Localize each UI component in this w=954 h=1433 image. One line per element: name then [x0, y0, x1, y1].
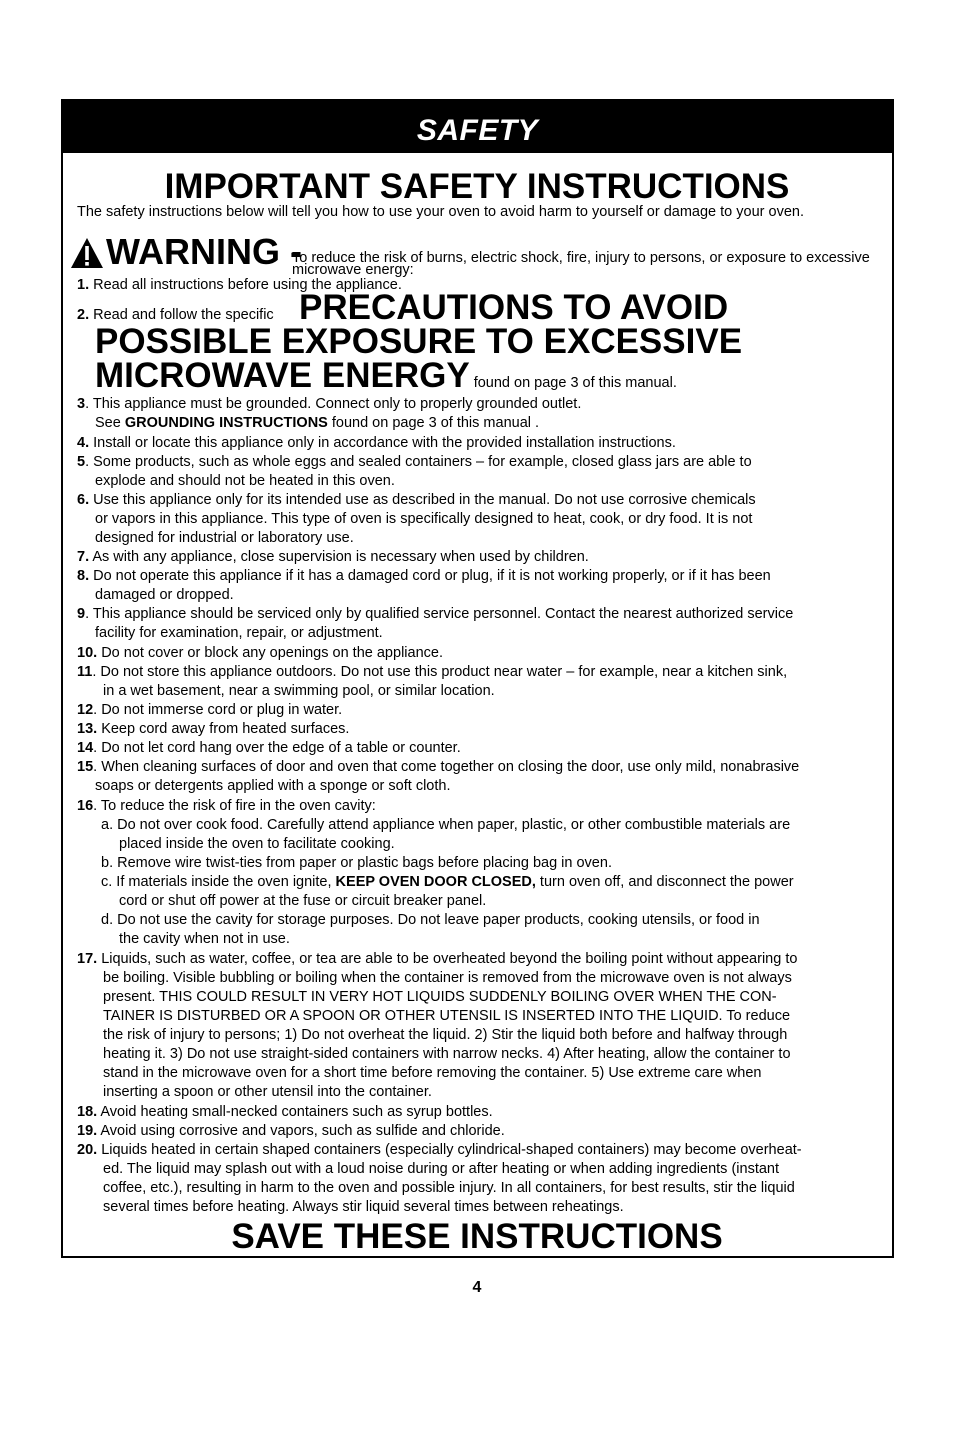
list-item-continued: stand in the microwave oven for a short time before removing the container. 5) Use extreme care when	[103, 1065, 762, 1081]
section-title: SAFETY	[416, 114, 539, 147]
list-item: 3. This appliance must be grounded. Connect only to properly grounded outlet.	[77, 396, 582, 412]
list-item-continued: present. THIS COULD RESULT IN VERY HOT LIQUIDS SUDDENLY BOILING OVER WHEN THE CON-	[103, 989, 777, 1005]
list-item-continued: explode and should not be heated in this oven.	[95, 473, 395, 489]
list-item-continued: be boiling. Visible bubbling or boiling when the container is removed from the microwave oven is not always	[103, 970, 792, 986]
list-item: 15. When cleaning surfaces of door and oven that come together on closing the door, use only mild, nonabrasive	[77, 759, 800, 775]
list-item: 1. Read all instructions before using the appliance.	[77, 277, 402, 293]
sub-item-continued: placed inside the oven to facilitate cooking.	[119, 836, 395, 852]
list-item: 10. Do not cover or block any openings on the appliance.	[77, 645, 443, 661]
precautions-heading: PRECAUTIONS TO AVOID	[299, 288, 729, 327]
list-item-continued: the risk of injury to persons; 1) Do not overheat the liquid. 2) Stir the liquid both before and halfway through	[103, 1027, 788, 1043]
list-item: 18. Avoid heating small-necked containers such as syrup bottles.	[77, 1104, 493, 1120]
list-item-continued: ed. The liquid may splash out with a loud noise during or after heating or when adding ingredients (instant	[103, 1161, 780, 1177]
list-item: 9. This appliance should be serviced only by qualified service personnel. Contact the nearest authorized service	[77, 606, 794, 622]
list-item: 16. To reduce the risk of fire in the oven cavity:	[77, 798, 376, 814]
list-item: 12. Do not immerse cord or plug in water.	[77, 702, 343, 718]
list-item: 7. As with any appliance, close supervision is necessary when used by children.	[77, 549, 589, 565]
save-instructions-title: SAVE THESE INSTRUCTIONS	[231, 1217, 723, 1256]
list-item-continued: See GROUNDING INSTRUCTIONS found on page 3 of this manual .	[95, 415, 540, 431]
list-item-continued: designed for industrial or laboratory use.	[95, 530, 354, 546]
list-item-continued: damaged or dropped.	[95, 587, 234, 603]
precautions-heading-line2: POSSIBLE EXPOSURE TO EXCESSIVE	[95, 322, 743, 361]
list-item-continued: in a wet basement, near a swimming pool, or similar location.	[103, 683, 495, 699]
list-item: 6. Use this appliance only for its intended use as described in the manual. Do not use corrosive chemicals	[77, 492, 756, 508]
sub-item: b. Remove wire twist-ties from paper or plastic bags before placing bag in oven.	[101, 855, 612, 871]
list-item-continued: or vapors in this appliance. This type of oven is specifically designed to heat, cook, or dry food. It is not	[95, 511, 753, 527]
list-item: 2. Read and follow the specific	[77, 307, 274, 323]
sub-item: c. If materials inside the oven ignite, KEEP OVEN DOOR CLOSED, turn oven off, and disconnect the power	[101, 874, 794, 890]
list-item: 13. Keep cord away from heated surfaces.	[77, 721, 350, 737]
sub-item: d. Do not use the cavity for storage purposes. Do not leave paper products, cooking utensils, or food in	[101, 912, 760, 928]
list-item: 5. Some products, such as whole eggs and sealed containers – for example, closed glass jars are able to	[77, 454, 752, 470]
section-header-bar	[61, 99, 894, 151]
sub-item-continued: the cavity when not in use.	[119, 931, 290, 947]
list-item-continued: facility for examination, repair, or adjustment.	[95, 625, 383, 641]
precautions-heading-line3: MICROWAVE ENERGY found on page 3 of this manual.	[95, 356, 677, 395]
list-item: 20. Liquids heated in certain shaped containers (especially cylindrical-shaped containers) may become overheat-	[77, 1142, 802, 1158]
list-item: 14. Do not let cord hang over the edge of a table or counter.	[77, 740, 461, 756]
list-item-continued: heating it. 3) Do not use straight-sided containers with narrow necks. 4) After heating, allow the container to	[103, 1046, 791, 1062]
page-title: IMPORTANT SAFETY INSTRUCTIONS	[164, 167, 790, 206]
list-item: 17. Liquids, such as water, coffee, or tea are able to be overheated beyond the boiling point without appearing to	[77, 951, 798, 967]
warning-triangle-icon	[70, 237, 104, 269]
list-item: 11. Do not store this appliance outdoors. Do not use this product near water – for example, near a kitchen sink,	[77, 664, 788, 680]
warning-heading: WARNING -	[106, 231, 302, 272]
sub-item-continued: cord or shut off power at the fuse or circuit breaker panel.	[119, 893, 487, 909]
list-item-continued: soaps or detergents applied with a sponge or soft cloth.	[95, 778, 451, 794]
sub-item: a. Do not over cook food. Carefully attend appliance when paper, plastic, or other combustible materials are	[101, 817, 791, 833]
list-item: 19. Avoid using corrosive and vapors, such as sulfide and chloride.	[77, 1123, 505, 1139]
list-item-continued: coffee, etc.), resulting in harm to the oven and possible injury. In all containers, for best results, stir the liquid	[103, 1180, 795, 1196]
list-item-continued: TAINER IS DISTURBED OR A SPOON OR OTHER UTENSIL IS INSERTED INTO THE LIQUID. To reduce	[103, 1008, 791, 1024]
list-item: 4. Install or locate this appliance only in accordance with the provided installation instructions.	[77, 435, 676, 451]
list-item: 8. Do not operate this appliance if it has a damaged cord or plug, if it is not working properly, or if it has been	[77, 568, 771, 584]
list-item-continued: several times before heating. Always stir liquid several times between reheatings.	[103, 1199, 624, 1215]
list-item-continued: inserting a spoon or other utensil into the container.	[103, 1084, 432, 1100]
intro-text: The safety instructions below will tell you how to use your oven to avoid harm to yourself or damage to your oven.	[77, 204, 804, 220]
warning-text: To reduce the risk of burns, electric shock, fire, injury to persons, or exposure to excessive microwave energy:	[292, 250, 870, 278]
page-number: 4	[472, 1279, 482, 1296]
